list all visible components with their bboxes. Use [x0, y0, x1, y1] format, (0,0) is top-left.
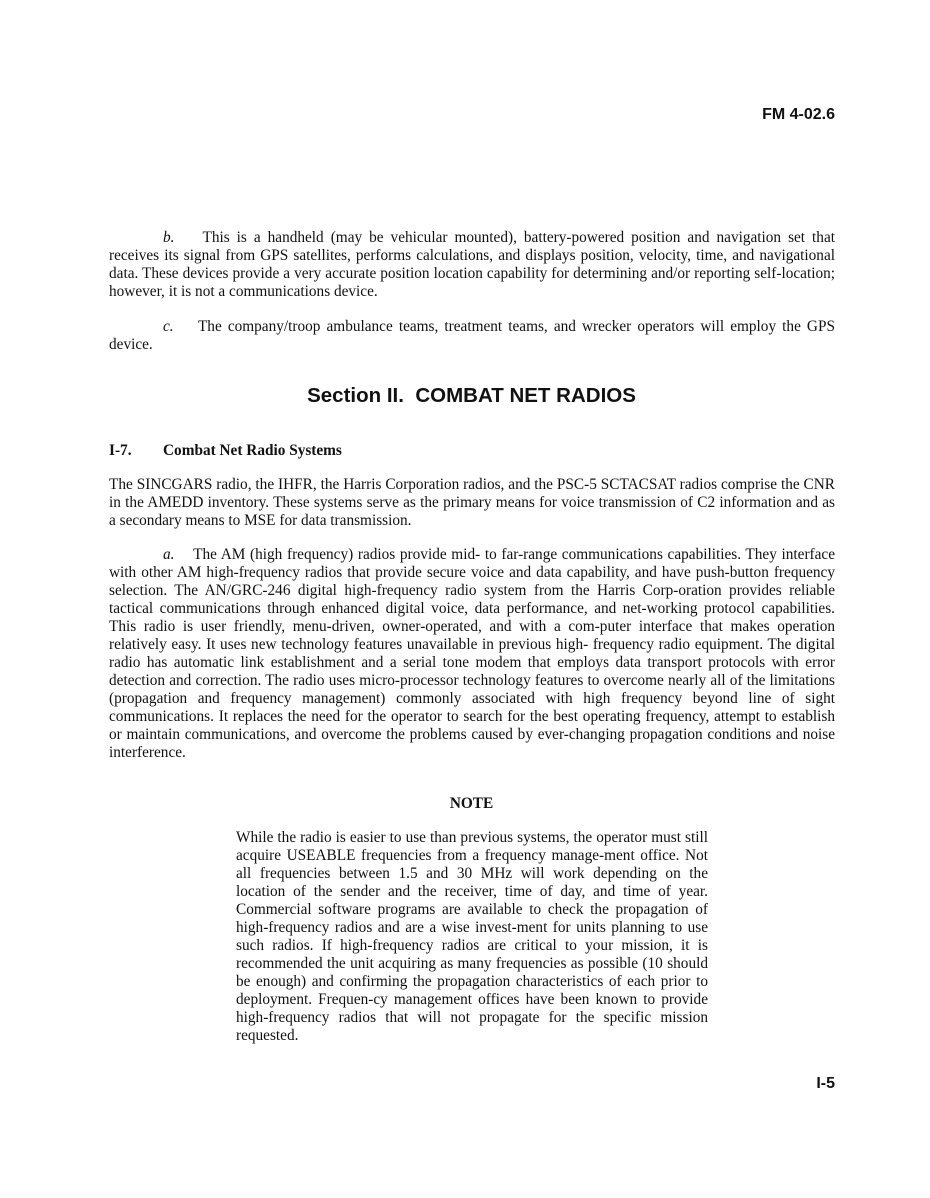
paragraph-a-letter: a. [163, 546, 175, 563]
paragraph-c-text: The company/troop ambulance teams, treatment teams, and wrecker operators will employ the GPS device. [109, 318, 835, 353]
subsection-heading [109, 442, 342, 460]
paragraph-c [109, 318, 835, 354]
paragraph-a [109, 546, 835, 762]
section-title: Section II. COMBAT NET RADIOS [307, 384, 636, 407]
subsection-intro: The SINCGARS radio, the IHFR, the Harris Corporation radios, and the PSC-5 SCTACSAT radios comprise the CNR in the AMEDD inventory. These systems serve as the primary means for voice transmission of C2 information and as a secondary means to MSE for data transmission. [109, 476, 835, 529]
note-title: NOTE [449, 795, 494, 812]
paragraph-b [109, 229, 835, 301]
paragraph-c-letter: c. [163, 318, 174, 335]
note-text: While the radio is easier to use than previous systems, the operator must still acquire USEABLE frequencies from a frequency manage-ment office. Not all frequencies between 1.5 and 30 MHz will work depending on the location of the sender and the receiver, time of day, and time of year. Commercial software programs are available to check the propagation of high-frequency radios and are a wise invest-ment for units planning to use such radios. If high-frequency radios are critical to your mission, it is recommended the unit acquiring as many frequencies as possible (10 should be enough) and confirming the propagation characteristics of each prior to deployment. Frequen-cy management offices have been known to provide high-frequency radios that will not propagate for the specific mission requested. [236, 829, 708, 1044]
paragraph-b-letter: b. [163, 229, 175, 246]
subsection-title: Combat Net Radio Systems [163, 442, 342, 459]
subsection-number: I-7. [109, 442, 132, 459]
page-header: FM 4-02.6 [762, 106, 835, 123]
paragraph-b-text: This is a handheld (may be vehicular mounted), battery-powered position and navigation set that receives its signal from GPS satellites, performs calculations, and displays position, velocity, time, and navigational data. These devices provide a very accurate position location capability for determining and/or reporting self-location; however, it is not a communications device. [109, 229, 835, 300]
page-number: I-5 [816, 1075, 835, 1092]
paragraph-a-text: The AM (high frequency) radios provide mid- to far-range communications capabilities. They interface with other AM high-frequency radios that provide secure voice and data capability, and have push-button frequency selection. The AN/GRC-246 digital high-frequency radio system from the Harris Corp-oration provides reliable tactical communications through enhanced digital voice, data performance, and net-working protocol capabilities. This radio is user friendly, menu-driven, owner-operated, and with a com-puter interface that makes operation relatively easy. It uses new technology features unavailable in previous high- frequency radio equipment. The digital radio has automatic link establishment and a serial tone modem that employs data transport protocols with error detection and correction. The radio uses micro-processor technology features to overcome nearly all of the limitations (propagation and frequency management) commonly associated with high frequency beyond line of sight communications. It replaces the need for the operator to search for the best operating frequency, attempt to establish or maintain communications, and overcome the problems caused by ever-changing propagation conditions and noise interference. [109, 546, 836, 761]
